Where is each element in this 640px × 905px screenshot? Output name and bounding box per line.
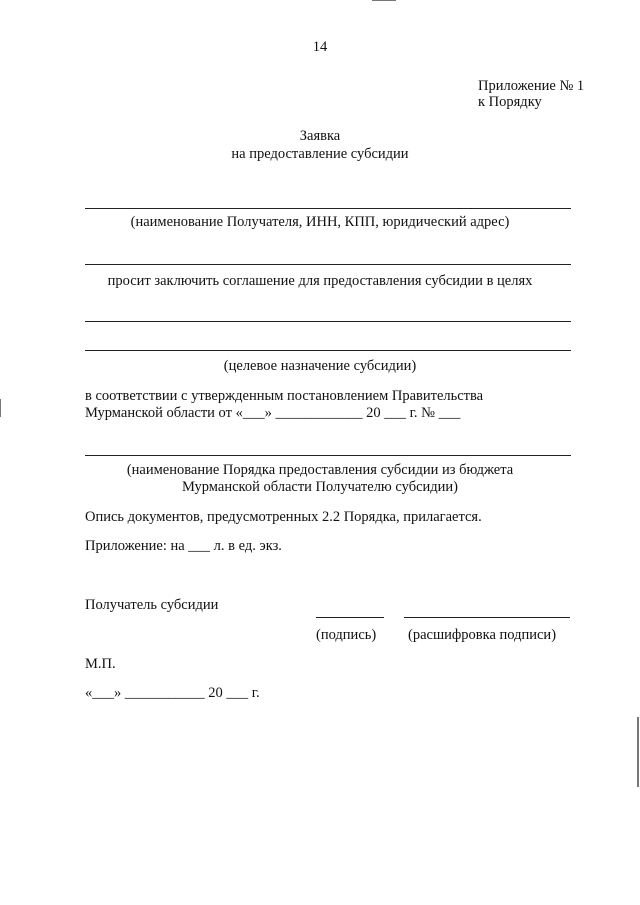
- purpose-fill-line-1[interactable]: [85, 321, 571, 322]
- inventory-text: Опись документов, предусмотренных 2.2 Порядка, прилагается.: [85, 509, 482, 525]
- scan-edge-mark-left: [0, 399, 1, 417]
- document-title: Заявка: [299, 128, 341, 144]
- appendix-line-2: к Порядку: [478, 94, 542, 110]
- resolution-line-2: Мурманской области от «___» ____________ 20 ___ г. № ___: [85, 405, 461, 421]
- resolution-line-1: в соответствии с утвержденным постановлением Правительства: [85, 388, 484, 404]
- document-subtitle: на предоставление субсидии: [231, 146, 409, 162]
- recipient-caption: (наименование Получателя, ИНН, КПП, юридический адрес): [130, 214, 510, 230]
- signature-decode-caption: (расшифровка подписи): [408, 627, 557, 643]
- purpose-fill-line-2[interactable]: [85, 350, 571, 351]
- procedure-caption-line-2: Мурманской области Получателю субсидии): [182, 479, 458, 495]
- recipient-fill-line-2[interactable]: [85, 264, 571, 265]
- date-line: «___» ___________ 20 ___ г.: [85, 685, 260, 701]
- scan-edge-mark-right: [637, 717, 639, 787]
- purpose-caption: (целевое назначение субсидии): [223, 358, 417, 374]
- recipient-label: Получатель субсидии: [85, 597, 219, 613]
- signature-caption: (подпись): [316, 627, 377, 643]
- signature-fill-line[interactable]: [316, 617, 384, 618]
- signature-decode-fill-line[interactable]: [404, 617, 570, 618]
- attachment-text: Приложение: на ___ л. в ед. экз.: [85, 538, 282, 554]
- procedure-fill-line[interactable]: [85, 455, 571, 456]
- recipient-fill-line[interactable]: [85, 208, 571, 209]
- page-number: 14: [312, 39, 328, 55]
- procedure-caption-line-1: (наименование Порядка предоставления субсидии из бюджета: [126, 462, 514, 478]
- request-text: просит заключить соглашение для предоставления субсидии в целях: [107, 273, 533, 289]
- seal-placeholder: М.П.: [85, 656, 116, 672]
- scan-edge-mark-top: [372, 0, 396, 1]
- appendix-line-1: Приложение № 1: [478, 78, 585, 94]
